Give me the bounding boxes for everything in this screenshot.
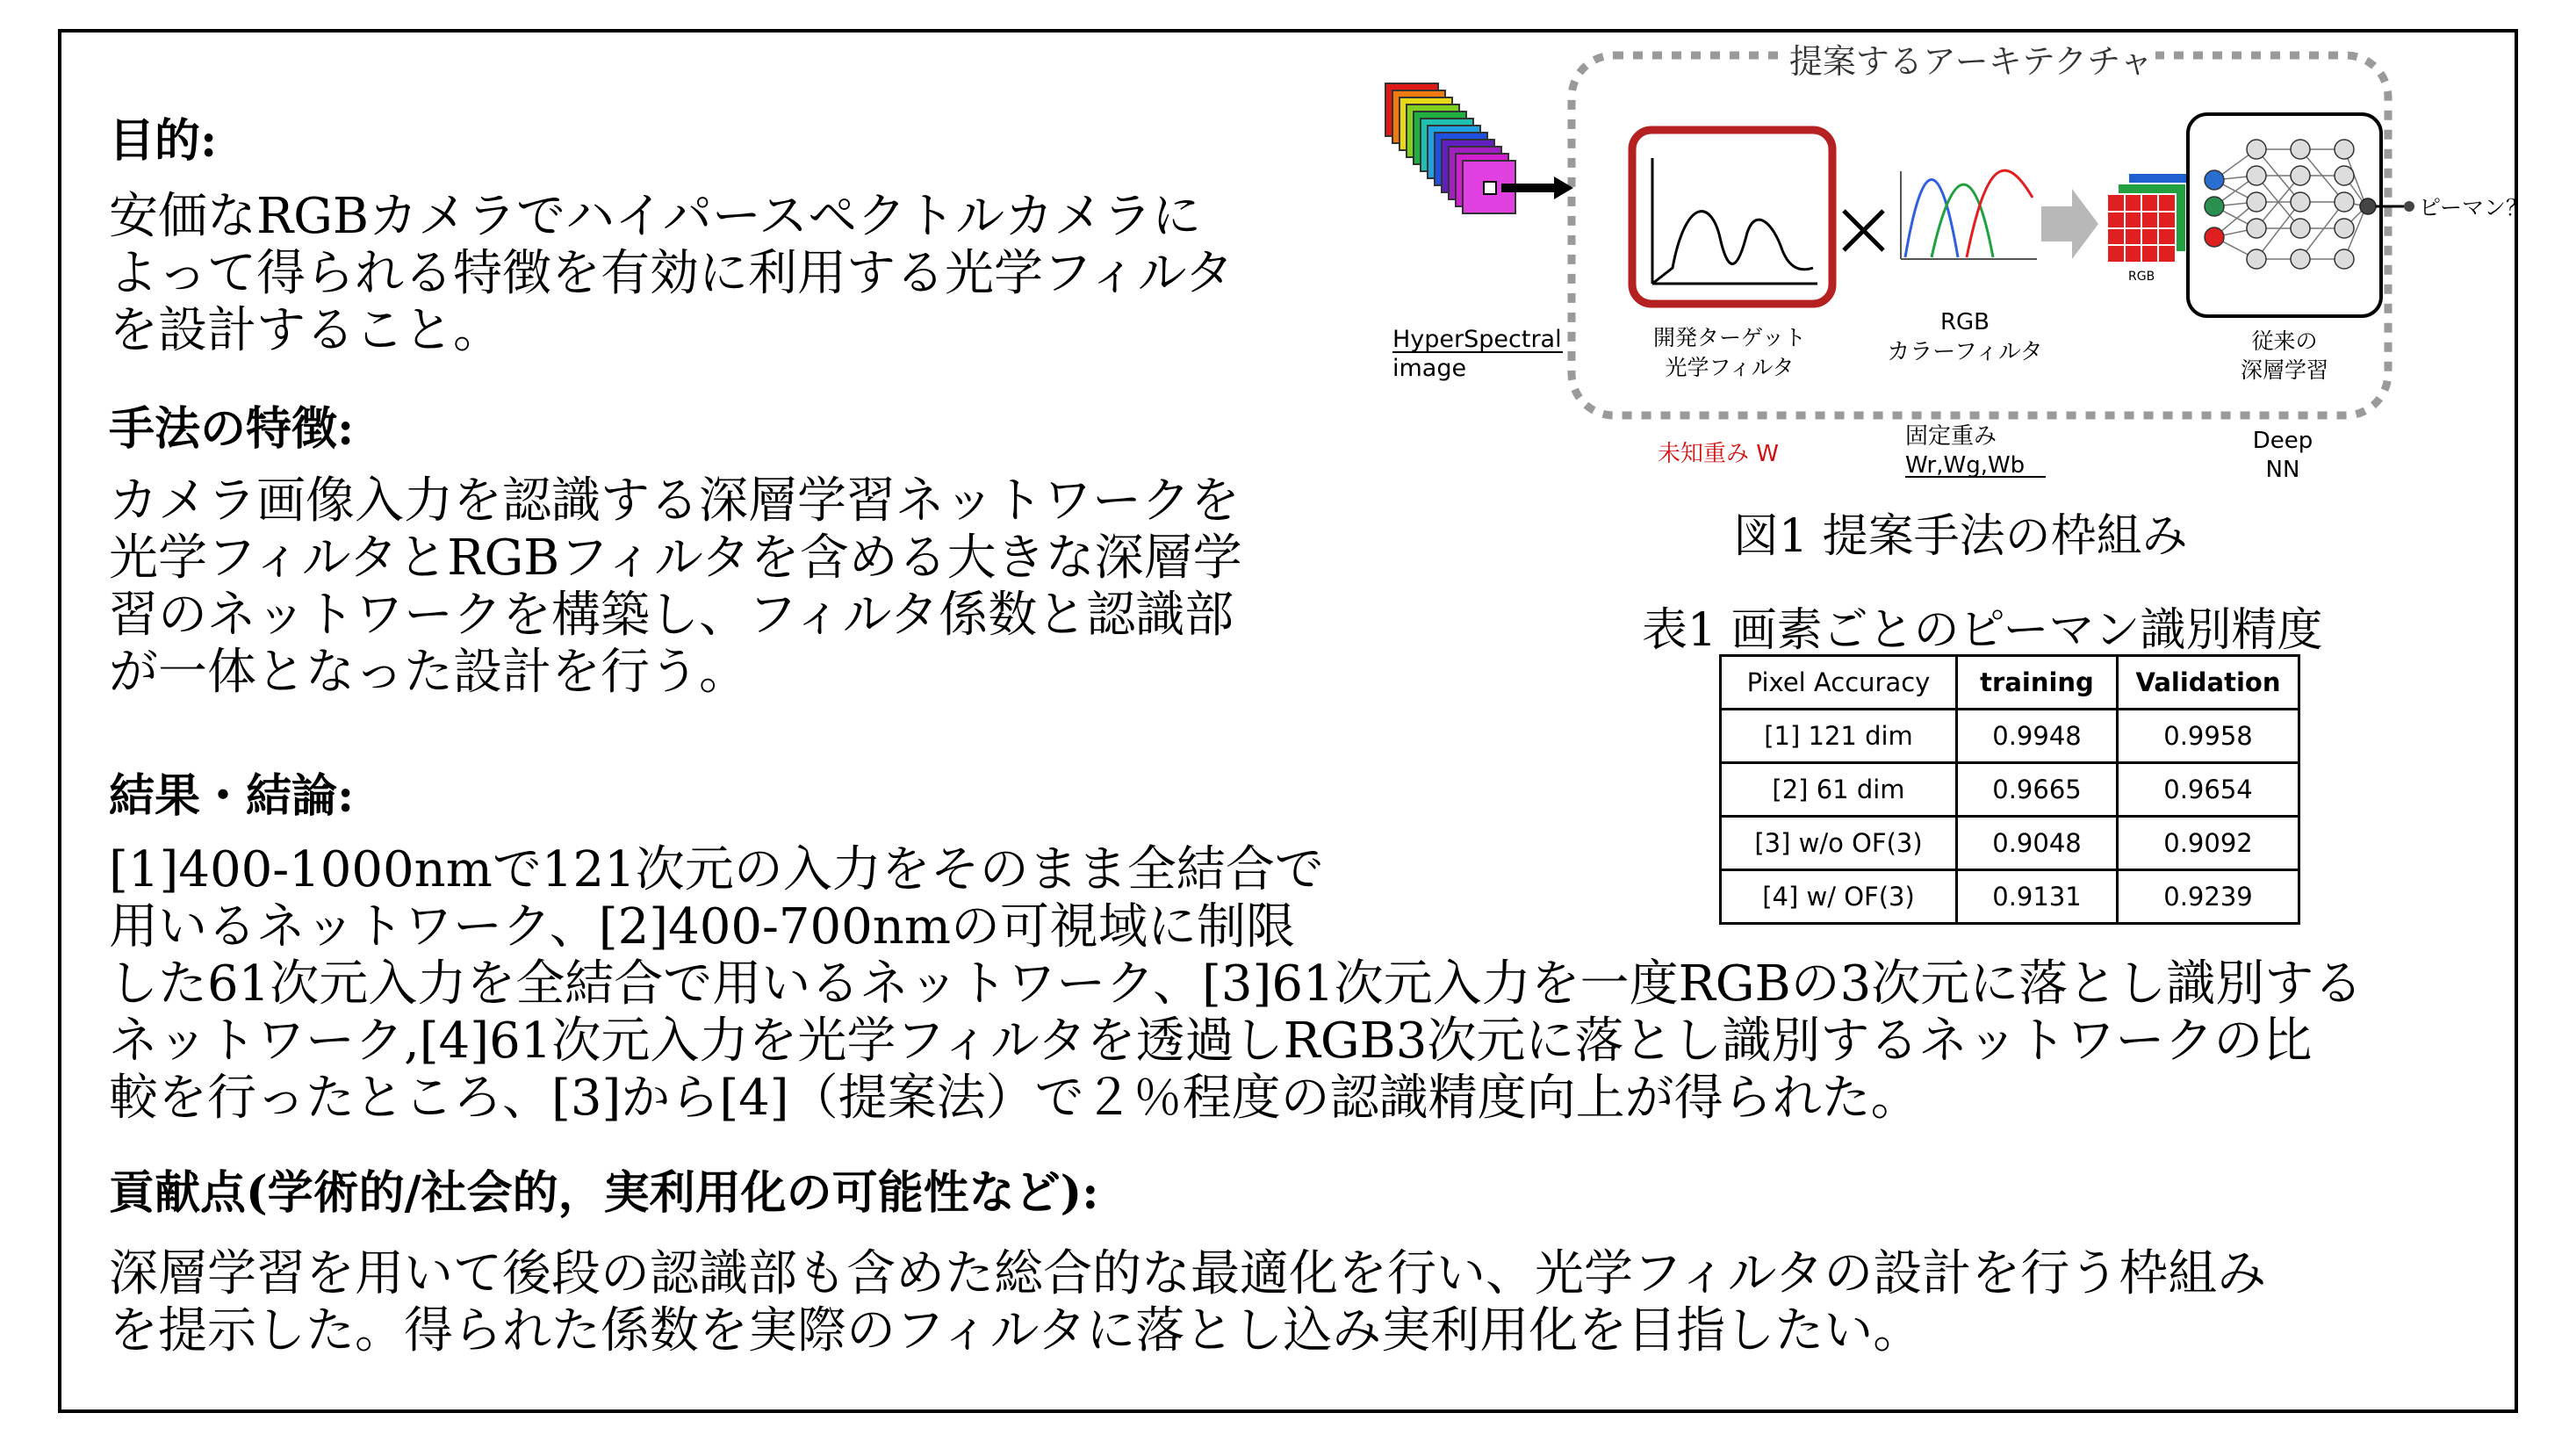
hsi-label-2: image: [1392, 355, 1467, 382]
table-row: [1721, 870, 2299, 924]
target-filter-box: [1632, 130, 1832, 304]
table-header-cell: Validation: [2118, 656, 2299, 710]
fixed-weight-label-2: Wr,Wg,Wb: [1905, 452, 2026, 479]
fixed-weight-label-1: 固定重み: [1905, 423, 1997, 450]
purpose-line: よって得られる特徴を有効に利用する光学フィルタ: [109, 245, 1234, 302]
table-cell: 0.9948: [1957, 710, 2118, 763]
hyperspectral-cube-icon: [1385, 83, 1515, 213]
contribution-line: を提示した。得られた係数を実際のフィルタに落とし込み実利用化を目指したい。: [109, 1302, 1923, 1359]
rgb-stack-icon: [2107, 173, 2197, 263]
output-label: ピーマン？: [2419, 195, 2529, 220]
results-line: 較を行ったところ、[3]から[4]（提案法）で２％程度の認識精度向上が得られた。: [109, 1070, 1920, 1127]
purpose-heading: 目的:: [109, 114, 218, 168]
results-line: 用いるネットワーク、[2]400-700nmの可視域に制限: [109, 898, 1295, 955]
architecture-diagram: [1370, 42, 2529, 505]
table-cell: [1] 121 dim: [1721, 710, 1957, 763]
table-cell: 0.9131: [1957, 870, 2118, 924]
table-row: [1721, 710, 2299, 763]
method-line: 光学フィルタとRGBフィルタを含める大きな深層学: [109, 530, 1242, 587]
results-heading: 結果・結論:: [109, 769, 355, 823]
output-node-icon: [2404, 201, 2414, 212]
method-line: が一体となった設計を行う。: [109, 644, 748, 701]
table-cell: 0.9958: [2118, 710, 2299, 763]
target-label-2: 光学フィルタ: [1665, 355, 1795, 380]
contribution-text: [109, 1245, 2266, 1359]
method-line: 習のネットワークを構築し、フィルタ係数と認識部: [109, 587, 1234, 644]
table-cell: 0.9239: [2118, 870, 2299, 924]
table-caption: 表1 画素ごとのピーマン識別精度: [1642, 604, 2323, 657]
results-line: した61次元入力を全結合で用いるネットワーク、[3]61次元入力を一度RGBの3次元に落とし識別する: [109, 955, 2364, 1013]
table-header-row: [1721, 656, 2299, 710]
rgb-filter-label-2: カラーフィルタ: [1887, 339, 2043, 365]
table-cell: [2] 61 dim: [1721, 763, 1957, 817]
rgb-filter-label-1: RGB: [1939, 309, 1990, 335]
table-cell: 0.9048: [1957, 817, 2118, 870]
purpose-line: 安価なRGBカメラでハイパースペクトルカメラに: [109, 188, 1202, 245]
dnn-label-2: 深層学習: [2240, 357, 2329, 383]
figure-caption: 図1 提案手法の枠組み: [1733, 510, 2188, 563]
contribution-heading: 貢献点(学術的/社会的，実利用化の可能性など):: [109, 1166, 1099, 1220]
method-line: カメラ画像入力を認識する深層学習ネットワークを: [109, 472, 1240, 530]
target-label-1: 開発ターゲット: [1652, 325, 1807, 350]
architecture-title: 提案するアーキテクチャ: [1788, 42, 2154, 81]
gray-arrow-icon: [2041, 189, 2098, 259]
rgb-small-label: RGB: [2128, 270, 2155, 284]
table-header-cell: Pixel Accuracy: [1721, 656, 1957, 710]
table-row: [1721, 763, 2299, 817]
accuracy-table: [1719, 654, 2300, 925]
unknown-weight-label: 未知重み W: [1658, 441, 1779, 467]
results-line: ネットワーク,[4]61次元入力を光学フィルタを透過しRGB3次元に落とし識別するネットワークの比: [109, 1013, 2313, 1070]
hsi-label: HyperSpectral: [1392, 326, 1562, 353]
deep-label-2: NN: [2265, 457, 2300, 483]
method-text: [109, 472, 1242, 701]
table-row: [1721, 817, 2299, 870]
results-line: [1]400-1000nmで121次元の入力をそのまま全結合で: [109, 841, 1324, 898]
table-header-cell: training: [1957, 656, 2118, 710]
dnn-label-1: 従来の: [2251, 328, 2318, 354]
contribution-line: 深層学習を用いて後段の認識部も含めた総合的な最適化を行い、光学フィルタの設計を行う枠組み: [109, 1245, 2267, 1302]
deep-label-1: Deep: [2252, 428, 2313, 454]
rgb-response-curves-icon: [1901, 170, 2037, 259]
table-cell: 0.9665: [1957, 763, 2118, 817]
method-heading: 手法の特徴:: [109, 402, 355, 456]
table-cell: 0.9092: [2118, 817, 2299, 870]
table-cell: [4] w/ OF(3): [1721, 870, 1957, 924]
purpose-line: を設計すること。: [109, 302, 502, 359]
purpose-text: [109, 188, 1234, 359]
table-cell: 0.9654: [2118, 763, 2299, 817]
table-cell: [3] w/o OF(3): [1721, 817, 1957, 870]
